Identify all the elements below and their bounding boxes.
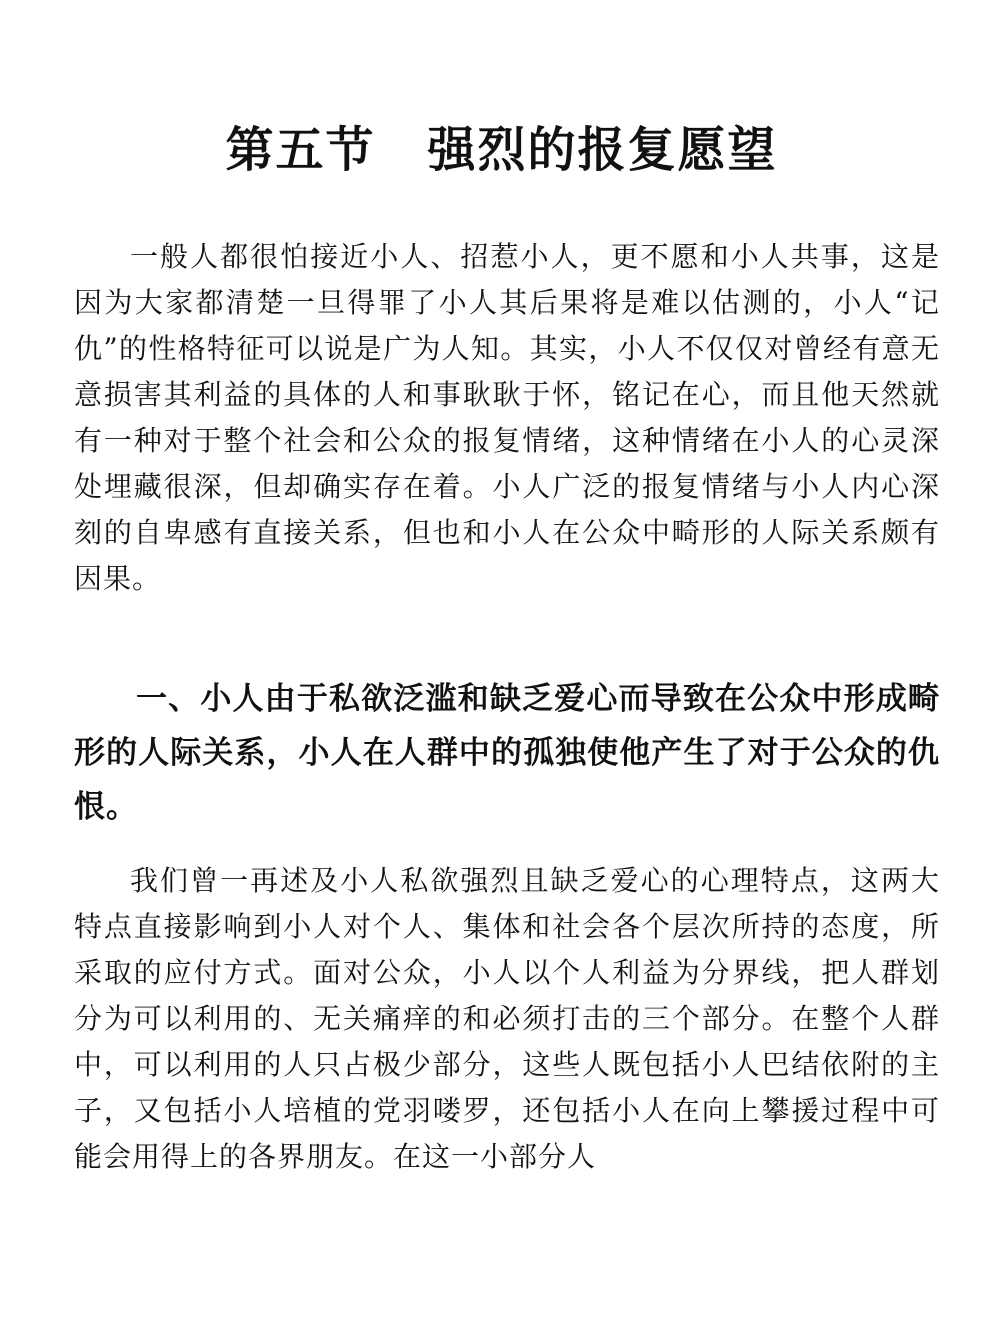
intro-paragraph: 一般人都很怕接近小人、招惹小人，更不愿和小人共事，这是因为大家都清楚一旦得罪了小人其后果将是难以估测的，小人“记仇”的性格特征可以说是广为人知。其实，小人不仅仅对曾经有意无意损害其利益的具体的人和事耿耿于怀，铭记在心，而且他天然就有一种对于整个社会和公众的报复情绪，这种情绪在小人的心灵深处埋藏很深，但却确实存在着。小人广泛的报复情绪与小人内心深刻的自卑感有直接关系，但也和小人在公众中畸形的人际关系颇有因果。 <box>74 240 940 595</box>
body-paragraph: 我们曾一再述及小人私欲强烈且缺乏爱心的心理特点，这两大特点直接影响到小人对个人、集体和社会各个层次所持的态度，所采取的应付方式。面对公众，小人以个人利益为分界线，把人群划分为可以利用的、无关痛痒的和必须打击的三个部分。在整个人群中，可以利用的人只占极少部分，这些人既包括小人巴结依附的主子，又包括小人培植的党羽喽罗，还包括小人在向上攀援过程中可能会用得上的各界朋友。在这一小部分人 <box>74 864 940 1173</box>
section-number: 第五节 <box>225 122 376 179</box>
section-title-text: 强烈的报复愿望 <box>427 122 778 179</box>
subsection-heading: 一、小人由于私欲泛滥和缺乏爱心而导致在公众中形成畸形的人际关系，小人在人群中的孤独使他产生了对于公众的仇恨。 <box>74 681 940 825</box>
section-title <box>0 120 1003 180</box>
